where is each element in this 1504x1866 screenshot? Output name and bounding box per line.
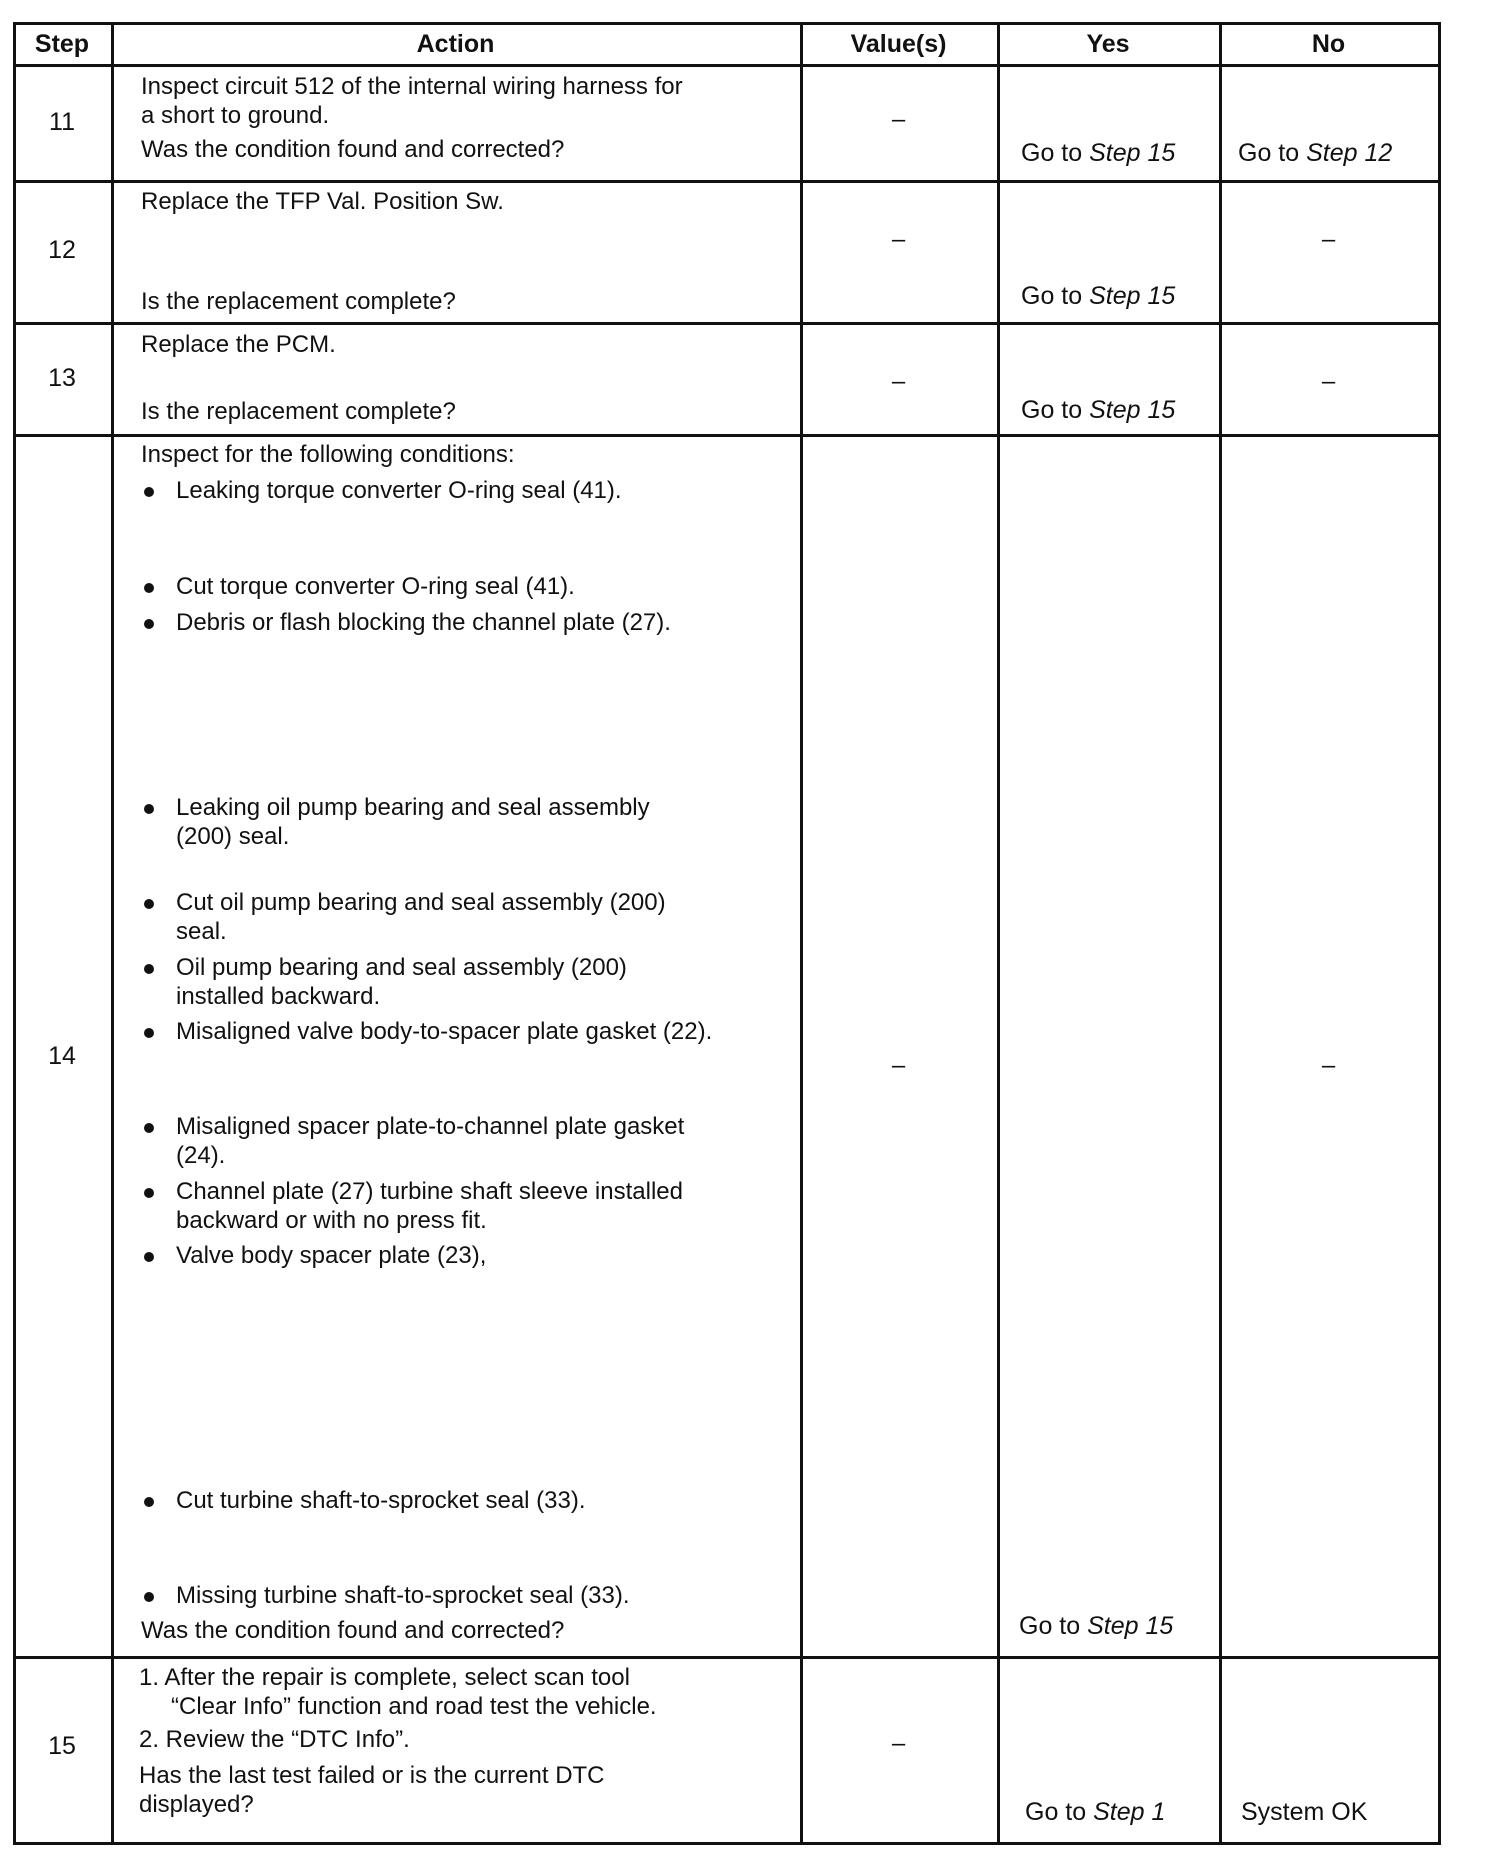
bullet-text: Cut turbine shaft-to-sprocket seal (33). <box>176 1487 586 1514</box>
bullet-text: Misaligned valve body-to-spacer plate gasket (22). <box>176 1018 713 1045</box>
step-number: 13 <box>48 364 76 392</box>
action-line: a short to ground. <box>141 102 330 129</box>
bullet-text: Leaking torque converter O-ring seal (41). <box>176 477 622 504</box>
action-line: Replace the PCM. <box>141 331 336 358</box>
bullet-continuation: installed backward. <box>176 983 381 1010</box>
rule <box>13 322 1441 325</box>
rule <box>13 434 1441 437</box>
no-cell: – <box>1321 1052 1336 1079</box>
bullet-icon <box>144 1188 154 1198</box>
step-number: 15 <box>48 1732 76 1760</box>
bullet-text: Misaligned spacer plate-to-channel plate gasket <box>176 1113 685 1140</box>
numbered-item: 2. Review the “DTC Info”. <box>139 1726 410 1753</box>
numbered-item: 1. After the repair is complete, select scan tool <box>139 1664 630 1691</box>
rule <box>13 22 16 1845</box>
action-line: Inspect circuit 512 of the internal wiring harness for <box>141 73 683 100</box>
bullet-continuation: backward or with no press fit. <box>176 1207 487 1234</box>
diagnostic-table <box>13 22 1441 1845</box>
bullet-continuation: (24). <box>176 1142 226 1169</box>
no-goto: Go to Step 12 <box>1238 139 1393 167</box>
no-result: System OK <box>1241 1798 1368 1826</box>
step-11-action <box>141 72 791 172</box>
bullet-text: Valve body spacer plate (23), <box>176 1242 487 1269</box>
bullet-icon <box>144 964 154 974</box>
action-question: Was the condition found and corrected? <box>141 136 565 163</box>
bullet-icon <box>144 619 154 629</box>
yes-goto: Go to Step 1 <box>1025 1798 1166 1826</box>
action-question: Was the condition found and corrected? <box>141 1617 565 1644</box>
rule <box>111 22 114 1845</box>
step-13-action <box>141 330 791 430</box>
step-number: 12 <box>48 236 76 264</box>
rule <box>13 1842 1441 1845</box>
value-cell: – <box>891 368 906 395</box>
action-question: Is the replacement complete? <box>141 398 456 425</box>
bullet-text: Cut oil pump bearing and seal assembly (200) <box>176 889 666 916</box>
action-question: displayed? <box>139 1791 254 1818</box>
bullet-text: Channel plate (27) turbine shaft sleeve installed <box>176 1178 683 1205</box>
numbered-item-continuation: “Clear Info” function and road test the vehicle. <box>171 1693 657 1720</box>
header-yes: Yes <box>1086 30 1130 58</box>
header-step: Step <box>34 30 90 58</box>
bullet-continuation: (200) seal. <box>176 823 290 850</box>
value-cell: – <box>891 226 906 253</box>
bullet-text: Cut torque converter O-ring seal (41). <box>176 573 575 600</box>
rule <box>13 1656 1441 1659</box>
yes-goto: Go to Step 15 <box>1021 139 1176 167</box>
no-cell: – <box>1321 368 1336 395</box>
rule <box>997 22 1000 1845</box>
bullet-icon <box>144 804 154 814</box>
step-14-action <box>141 440 796 1652</box>
bullet-icon <box>144 1592 154 1602</box>
no-cell: – <box>1321 226 1336 253</box>
rule <box>800 22 803 1845</box>
yes-goto: Go to Step 15 <box>1019 1612 1174 1640</box>
bullet-icon <box>144 583 154 593</box>
bullet-text: Missing turbine shaft-to-sprocket seal (33). <box>176 1582 630 1609</box>
header-no: No <box>1311 30 1346 58</box>
value-cell: – <box>891 1052 906 1079</box>
bullet-icon <box>144 487 154 497</box>
bullet-continuation: seal. <box>176 918 227 945</box>
yes-goto: Go to Step 15 <box>1021 282 1176 310</box>
header-action: Action <box>416 30 495 58</box>
yes-goto: Go to Step 15 <box>1021 396 1176 424</box>
rule <box>1438 22 1441 1845</box>
action-line: Replace the TFP Val. Position Sw. <box>141 188 504 215</box>
step-12-action <box>141 187 791 317</box>
action-question: Is the replacement complete? <box>141 288 456 315</box>
bullet-text: Oil pump bearing and seal assembly (200) <box>176 954 627 981</box>
bullet-icon <box>144 1123 154 1133</box>
bullet-icon <box>144 1028 154 1038</box>
action-intro: Inspect for the following conditions: <box>141 441 515 468</box>
rule <box>13 64 1441 67</box>
step-number: 14 <box>48 1042 76 1070</box>
bullet-icon <box>144 1252 154 1262</box>
action-question: Has the last test failed or is the current DTC <box>139 1762 605 1789</box>
bullet-icon <box>144 1497 154 1507</box>
value-cell: – <box>891 1730 906 1757</box>
header-values: Value(s) <box>850 30 947 58</box>
step-15-action <box>139 1663 794 1839</box>
bullet-icon <box>144 899 154 909</box>
bullet-text: Debris or flash blocking the channel plate (27). <box>176 609 671 636</box>
rule <box>13 180 1441 183</box>
step-number: 11 <box>49 108 75 136</box>
value-cell: – <box>891 106 906 133</box>
bullet-text: Leaking oil pump bearing and seal assembly <box>176 794 650 821</box>
rule <box>1219 22 1222 1845</box>
